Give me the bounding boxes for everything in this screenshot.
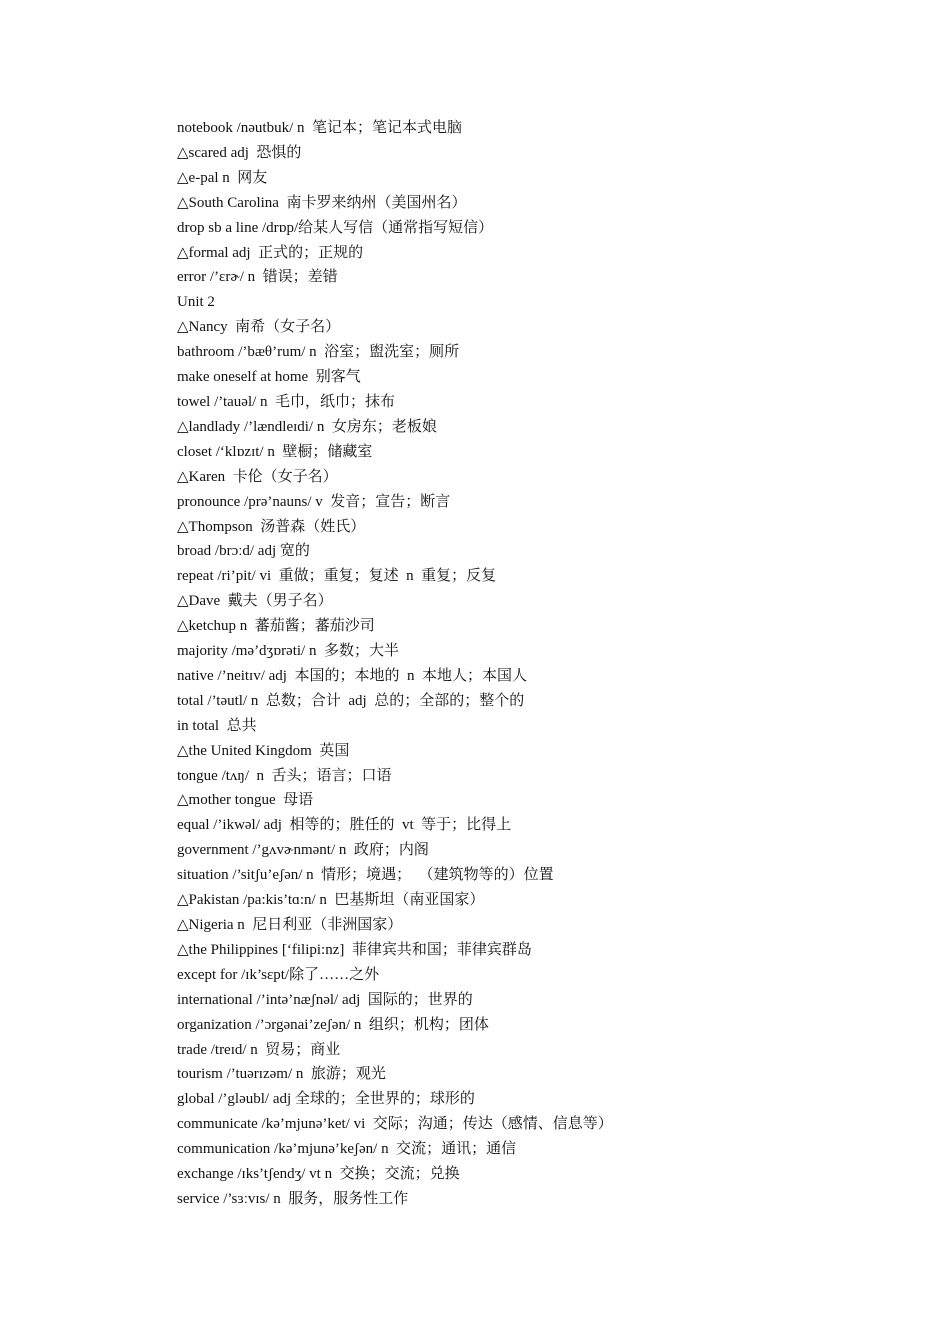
- vocab-line: notebook /nəutbuk/ n 笔记本；笔记本式电脑: [177, 120, 462, 136]
- vocab-line: trade /treɪd/ n 贸易；商业: [177, 1041, 341, 1058]
- vocab-line: bathroom /’bæθ’rum/ n 浴室；盥洗室；厕所: [177, 344, 460, 361]
- vocab-line: situation /’sitʃu’eʃən/ n 情形；境遇； （建筑物等的）位置: [177, 867, 554, 884]
- vocab-line: △Dave 戴夫（男子名）: [177, 593, 333, 610]
- vocab-line: △mother tongue 母语: [177, 792, 314, 809]
- vocab-line: organization /’ɔrgənai’zeʃən/ n 组织；机构；团体: [177, 1016, 489, 1033]
- vocab-line: service /’sɜːvɪs/ n 服务，服务性工作: [177, 1190, 409, 1207]
- vocab-line: △Pakistan /pa:kis’tɑ:n/ n 巴基斯坦（南亚国家）: [177, 892, 485, 909]
- vocab-line: △Nancy 南希（女子名）: [177, 319, 341, 336]
- vocab-line: equal /’ikwəl/ adj 相等的；胜任的 vt 等于；比得上: [177, 817, 512, 834]
- vocab-line: △Thompson 汤普森（姓氏）: [177, 518, 366, 535]
- vocab-line: drop sb a line /drɒp/给某人写信（通常指写短信）: [177, 219, 494, 236]
- vocab-line: pronounce /prə’nauns/ v 发音；宣告；断言: [177, 493, 451, 510]
- vocab-line: towel /’tauəl/ n 毛巾，纸巾；抹布: [177, 393, 396, 410]
- vocab-line: △South Carolina 南卡罗来纳州（美国州名）: [177, 194, 467, 211]
- vocab-line: majority /mə’dʒɒrəti/ n 多数；大半: [177, 643, 399, 660]
- unit-heading: Unit 2: [177, 294, 215, 311]
- vocab-line: △ketchup n 蕃茄酱；蕃茄沙司: [177, 618, 375, 635]
- vocab-line: international /’intə’næʃnəl/ adj 国际的；世界的: [177, 991, 473, 1008]
- vocab-line: △formal adj 正式的；正规的: [177, 244, 364, 261]
- vocab-line: broad /brɔːd/ adj 宽的: [177, 543, 310, 560]
- vocab-line: exchange /ɪks’tʃendʒ/ vt n 交换；交流；兑换: [177, 1166, 460, 1183]
- vocab-line: △e-pal n 网友: [177, 169, 268, 186]
- vocab-line: closet /‘klɒzɪt/ n 壁橱；储藏室: [177, 443, 373, 460]
- vocab-line: total /’təutl/ n 总数；合计 adj 总的；全部的；整个的: [177, 692, 525, 709]
- vocab-line: error /’ɛrɚ/ n 错误；差错: [177, 269, 338, 286]
- vocab-line: communicate /kə’mjunə’ket/ vi 交际；沟通；传达（感情、信息等）: [177, 1116, 613, 1133]
- vocab-line: △the Philippines [‘filipi:nz] 菲律宾共和国；菲律宾群岛: [177, 941, 532, 958]
- vocabulary-list: [177, 116, 613, 1212]
- vocab-line: make oneself at home 别客气: [177, 369, 361, 386]
- vocab-line: communication /kə’mjunə’keʃən/ n 交流；通讯；通信: [177, 1141, 517, 1158]
- vocab-line: tourism /’tuərɪzəm/ n 旅游；观光: [177, 1066, 386, 1083]
- vocab-line: △scared adj 恐惧的: [177, 144, 302, 161]
- vocab-line: native /’neitɪv/ adj 本国的；本地的 n 本地人；本国人: [177, 667, 527, 684]
- vocab-line: except for /ɪk’sɛpt/除了……之外: [177, 966, 380, 983]
- vocab-line: in total 总共: [177, 717, 257, 734]
- vocab-line: repeat /ri’pit/ vi 重做；重复；复述 n 重复；反复: [177, 568, 497, 585]
- vocab-line: government /’gʌvɚnmənt/ n 政府；内阁: [177, 842, 429, 859]
- vocab-line: global /’gləubl/ adj 全球的；全世界的；球形的: [177, 1091, 475, 1108]
- vocab-line: △Nigeria n 尼日利亚（非洲国家）: [177, 917, 403, 933]
- vocab-line: △Karen 卡伦（女子名）: [177, 468, 338, 485]
- vocab-line: △landlady /’lændleɪdi/ n 女房东；老板娘: [177, 418, 437, 435]
- vocab-line: △the United Kingdom 英国: [177, 742, 350, 759]
- vocab-line: tongue /tʌŋ/ n 舌头；语言；口语: [177, 767, 392, 784]
